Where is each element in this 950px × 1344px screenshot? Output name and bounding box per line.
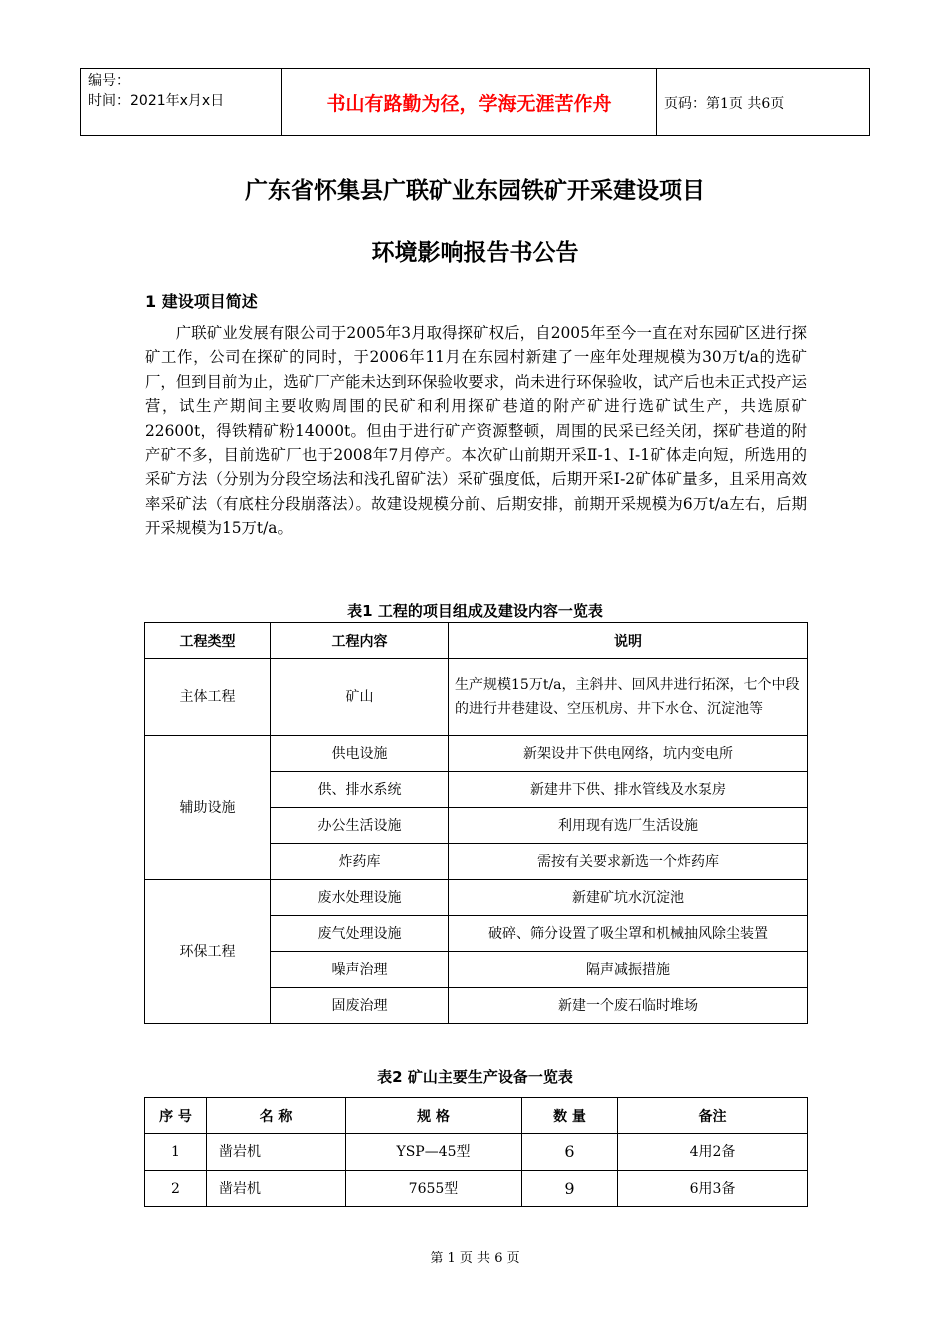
table-header-row (145, 623, 808, 659)
table-row (145, 659, 808, 736)
cell-desc: 新建一个废石临时堆场 (449, 988, 808, 1024)
table-header-row (145, 1098, 808, 1134)
header-divider (656, 68, 657, 135)
cell-desc: 需按有关要求新选一个炸药库 (449, 844, 808, 880)
table-row (145, 736, 808, 772)
cell-type: 主体工程 (145, 659, 271, 736)
cell-desc: 利用现有选厂生活设施 (449, 808, 808, 844)
cell-content: 矿山 (271, 659, 449, 736)
cell-name: 凿岩机 (207, 1134, 346, 1171)
header-divider (869, 68, 870, 135)
cell-content: 供、排水系统 (271, 772, 449, 808)
cell-content: 噪声治理 (271, 952, 449, 988)
cell-content: 固废治理 (271, 988, 449, 1024)
equipment-table (144, 1097, 808, 1207)
document-subtitle: 环境影响报告书公告 (371, 240, 579, 266)
column-header: 工程内容 (271, 623, 449, 659)
cell-content: 办公生活设施 (271, 808, 449, 844)
table-row (145, 880, 808, 916)
header-page-info: 页码：第1页 共6页 (664, 96, 785, 112)
section-heading: 1 建设项目简述 (145, 292, 258, 311)
column-header: 工程类型 (145, 623, 271, 659)
column-header: 备注 (618, 1098, 808, 1134)
column-header: 序 号 (145, 1098, 207, 1134)
header-divider (80, 68, 81, 135)
table2-caption: 表2 矿山主要生产设备一览表 (377, 1068, 573, 1086)
cell-desc: 破碎、筛分设置了吸尘罩和机械抽风除尘装置 (449, 916, 808, 952)
cell-note: 6用3备 (618, 1171, 808, 1207)
cell-spec: YSP—45型 (346, 1134, 522, 1171)
cell-qty: 6 (522, 1134, 618, 1171)
cell-qty: 9 (522, 1171, 618, 1207)
cell-no: 2 (145, 1171, 207, 1207)
cell-name: 凿岩机 (207, 1171, 346, 1207)
cell-content: 供电设施 (271, 736, 449, 772)
header-motto: 书山有路勤为径，学海无涯苦作舟 (326, 93, 612, 115)
table-row (145, 1134, 808, 1171)
cell-no: 1 (145, 1134, 207, 1171)
cell-desc: 新架设井下供电网络，坑内变电所 (449, 736, 808, 772)
page-footer: 第 1 页 共 6 页 (430, 1251, 520, 1266)
table1-caption: 表1 工程的项目组成及建设内容一览表 (347, 602, 603, 620)
project-composition-table (144, 622, 808, 1024)
code-label: 编号： (88, 73, 130, 89)
table-row (145, 1171, 808, 1207)
cell-note: 4用2备 (618, 1134, 808, 1171)
cell-desc: 新建井下供、排水管线及水泵房 (449, 772, 808, 808)
column-header: 数 量 (522, 1098, 618, 1134)
header-bottom-rule (80, 135, 870, 136)
cell-type: 辅助设施 (145, 736, 271, 880)
cell-desc: 新建矿坑水沉淀池 (449, 880, 808, 916)
cell-desc: 生产规模15万t/a，主斜井、回风井进行拓深，七个中段的进行井巷建设、空压机房、井下水仓、沉淀池等 (449, 659, 808, 736)
body-paragraph: 广联矿业发展有限公司于2005年3月取得探矿权后，自2005年至今一直在对东园矿区进行探矿工作，公司在探矿的同时，于2006年11月在东园村新建了一座年处理规模为30万t/a的选矿厂，但到目前为止，选矿厂产能未达到环保验收要求，尚未进行环保验收，试产后也未正式投产运营，试生产期间主要收购周围的民矿和利用探矿巷道的附产矿进行选矿试生产，共选原矿22600t，得铁精矿粉14000t。但由于进行矿产资源整顿，周围的民采已经关闭，探矿巷道的附产矿不多，目前选矿厂也于2008年7月停产。本次矿山前期开采Ⅱ-1、Ⅰ-1矿体走向短，所选用的采矿方法（分别为分段空场法和浅孔留矿法）采矿强度低，后期开采Ⅰ-2矿体矿量多，且采用高效率采矿法（有底柱分段崩落法）。故建设规模分前、后期安排，前期开采规模为6万t/a左右，后期开采规模为15万t/a。 (145, 324, 807, 538)
header-top-rule (80, 68, 870, 69)
column-header: 规 格 (346, 1098, 522, 1134)
cell-content: 废水处理设施 (271, 880, 449, 916)
document-title: 广东省怀集县广联矿业东园铁矿开采建设项目 (245, 178, 705, 204)
time-label: 时间：2021年x月x日 (88, 93, 225, 109)
cell-spec: 7655型 (346, 1171, 522, 1207)
cell-content: 炸药库 (271, 844, 449, 880)
column-header: 名 称 (207, 1098, 346, 1134)
header-meta (88, 71, 224, 111)
cell-type: 环保工程 (145, 880, 271, 1024)
cell-content: 废气处理设施 (271, 916, 449, 952)
cell-desc: 隔声减振措施 (449, 952, 808, 988)
column-header: 说明 (449, 623, 808, 659)
